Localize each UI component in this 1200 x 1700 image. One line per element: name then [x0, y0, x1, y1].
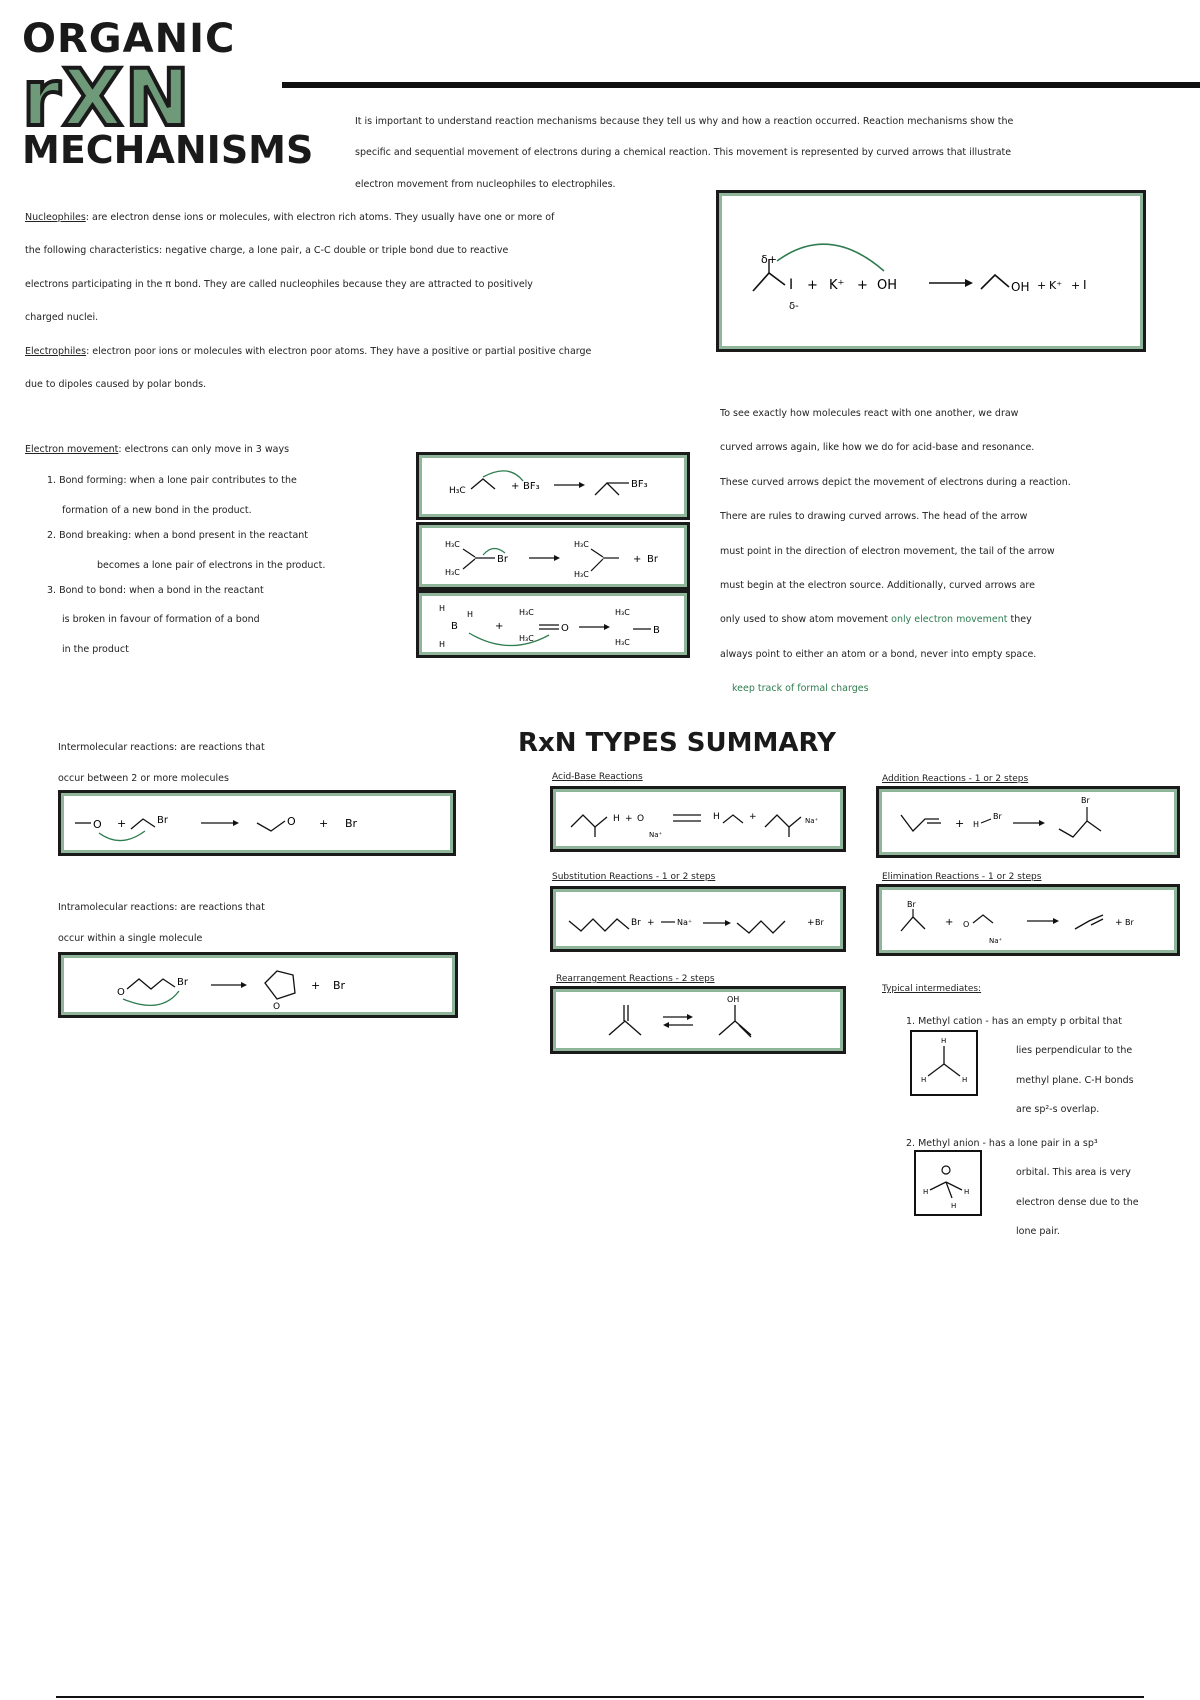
- svg-text:+: +: [945, 917, 954, 928]
- svg-text:Br: Br: [647, 554, 658, 565]
- svg-text:Br: Br: [333, 979, 346, 992]
- svg-text:H: H: [973, 820, 980, 829]
- header-rule: [282, 82, 1200, 88]
- svg-text:H₃C: H₃C: [615, 608, 630, 617]
- svg-text:Na⁺: Na⁺: [989, 937, 1003, 945]
- svg-text:+: +: [319, 817, 329, 830]
- intermolecular-box: [58, 790, 456, 856]
- svg-text:O: O: [963, 920, 970, 929]
- svg-text:H₃C: H₃C: [574, 570, 589, 579]
- svg-text:Na⁺: Na⁺: [805, 817, 819, 825]
- potassium-label: K⁺: [1049, 279, 1063, 292]
- movement-item-bond-forming: 1. Bond forming: when a lone pair contributes to the formation of a new bond in the product.: [47, 475, 297, 516]
- svg-text:+: +: [625, 814, 633, 824]
- svg-text:H: H: [439, 604, 446, 613]
- curved-arrow: [777, 244, 884, 271]
- svg-text:H: H: [923, 1188, 929, 1196]
- movement-item-bond-breaking: 2. Bond breaking: when a bond present in the reactant becomes a lone pair of electrons in the product.: [47, 530, 326, 571]
- svg-text:+: +: [311, 979, 321, 992]
- summary-title: RxN TYPES SUMMARY: [518, 728, 836, 758]
- svg-text:+: +: [807, 918, 815, 928]
- potassium-label: K⁺: [829, 278, 845, 293]
- svg-text:H₃C: H₃C: [445, 568, 460, 577]
- svg-text:H₃C: H₃C: [449, 486, 466, 496]
- svg-text:H: H: [921, 1076, 927, 1084]
- svg-text:Br: Br: [815, 918, 824, 927]
- svg-text:H: H: [713, 812, 720, 822]
- acid-base-box: [550, 786, 846, 852]
- bond-forming-box: [416, 452, 690, 520]
- carbocation-text: 1. Methyl cation - has an empty p orbital that lies perpendicular to the methyl plane. C-H bonds are sp²-s overlap.: [906, 1016, 1134, 1116]
- svg-text:H₃C: H₃C: [615, 638, 630, 647]
- svg-text:O: O: [561, 623, 569, 634]
- svg-text:O: O: [287, 815, 296, 828]
- substitution-heading: Substitution Reactions - 1 or 2 steps: [552, 872, 716, 882]
- carbocation-structure: [910, 1030, 978, 1096]
- svg-text:Br: Br: [345, 817, 358, 830]
- plus-sign: +: [1037, 279, 1047, 292]
- svg-text:+: +: [647, 918, 655, 928]
- intramolecular-box: [58, 952, 458, 1018]
- addition-heading: Addition Reactions - 1 or 2 steps: [882, 774, 1029, 784]
- svg-text:Br: Br: [907, 900, 916, 909]
- svg-text:B: B: [451, 621, 458, 632]
- electron-movement-list: Electron movement: electrons can only move in 3 ways 1. Bond forming: when a lone pair contributes to the formation of a new bond in the product. 2. Bond breaking: when a bond present in the reactant becomes a lone pair of electrons in the product. 3. Bond to bond: when a bond in the reactant is broken in favour of formation of a bond in the product: [25, 444, 415, 655]
- svg-text:H₃C: H₃C: [574, 540, 589, 549]
- svg-text:O: O: [93, 818, 102, 831]
- rearrangement-heading: Rearrangement Reactions - 2 steps: [556, 974, 715, 984]
- svg-text:OH: OH: [727, 995, 740, 1004]
- svg-text:H₃C: H₃C: [445, 540, 460, 549]
- acid-base-heading: Acid-Base Reactions: [552, 772, 643, 782]
- nucleophiles-definition: Nucleophiles: are electron dense ions or molecules, with electron rich atoms. They usually have one or more of the following characteristics: negative charge, a lone pair, a C-C double or triple bond due to reactive electrons participating in the π bond. They are called nucleophiles because they are attracted to positively charged nuclei.: [25, 212, 555, 324]
- plus-sign: +: [857, 278, 868, 293]
- product-oh-label: OH: [1011, 280, 1030, 294]
- delta-minus-label: δ-: [789, 301, 799, 312]
- intro-paragraph: It is important to understand reaction mechanisms because they tell us why and how a reaction occurred. Reaction mechanisms show the specific and sequential movement of electrons during a chemical reaction. This movement is represented by curved arrows that illustrate electron movement from nucleophiles to electrophiles.: [355, 116, 1014, 190]
- title-rxn: rXN: [22, 54, 192, 144]
- intermediates-title: Typical intermediates:: [882, 984, 982, 994]
- sn2-example-box: [716, 190, 1146, 352]
- svg-text:H₃C: H₃C: [519, 634, 534, 643]
- svg-text:BF₃: BF₃: [631, 479, 648, 490]
- rearrangement-box: [550, 986, 846, 1054]
- svg-text:BF₃: BF₃: [523, 481, 540, 492]
- svg-text:O: O: [273, 1002, 281, 1012]
- substitution-box: [550, 886, 846, 952]
- title-organic: ORGANIC: [22, 16, 236, 62]
- sn2-scheme: [719, 193, 1143, 349]
- svg-text:H: H: [951, 1202, 957, 1210]
- curved-arrows-note: To see exactly how molecules react with one another, we draw curved arrows again, like how we do for acid-base and resonance. These curved arrows depict the movement of electrons during a reaction. There are rules to drawing curved arrows. The head of the arrow must point in the direction of electron movement, the tail of the arrow must begin at the electron source. Additionally, curved arrows are only used to show atom movement only electron movement they always point to either an atom or a bond, never into empty space. keep track of formal charges: [720, 408, 1071, 695]
- plus-sign: +: [1071, 279, 1081, 292]
- svg-text:H: H: [439, 640, 446, 649]
- movement-item-bond-to-bond: 3. Bond to bond: when a bond in the reactant is broken in favour of formation of a bond in the product: [47, 584, 264, 655]
- iodide-label: I: [789, 277, 794, 293]
- svg-text:H: H: [964, 1188, 970, 1196]
- svg-text:Br: Br: [177, 977, 188, 988]
- svg-text:H: H: [467, 610, 474, 619]
- svg-text:Na⁺: Na⁺: [649, 831, 663, 839]
- footer-rule: [56, 1696, 1144, 1698]
- intramolecular-definition: Intramolecular reactions: are reactions that occur within a single molecule: [58, 902, 265, 945]
- svg-text:Br: Br: [1125, 918, 1134, 927]
- intermolecular-definition: Intermolecular reactions: are reactions that occur between 2 or more molecules: [58, 742, 265, 785]
- svg-text:O: O: [117, 987, 125, 998]
- svg-text:Br: Br: [157, 815, 168, 826]
- svg-text:+: +: [633, 554, 642, 565]
- svg-text:Br: Br: [631, 918, 641, 928]
- svg-text:H: H: [962, 1076, 968, 1084]
- svg-text:Br: Br: [1081, 796, 1090, 805]
- svg-text:Br: Br: [497, 554, 508, 565]
- svg-text:H: H: [613, 814, 620, 824]
- svg-text:+: +: [955, 817, 965, 830]
- iodide-product-label: I: [1083, 278, 1087, 292]
- carbanion-structure: [914, 1150, 982, 1216]
- svg-text:B: B: [653, 625, 660, 636]
- svg-text:+: +: [749, 812, 757, 822]
- hydroxide-label: OH: [877, 278, 898, 293]
- bond-breaking-box: [416, 522, 690, 590]
- elimination-heading: Elimination Reactions - 1 or 2 steps: [882, 872, 1042, 882]
- delta-plus-label: δ+: [761, 253, 777, 266]
- svg-text:Br: Br: [993, 812, 1002, 821]
- svg-text:O: O: [637, 814, 645, 824]
- title-mechanisms: MECHANISMS: [22, 128, 314, 172]
- plus-sign: +: [807, 278, 818, 293]
- bond-to-bond-box: [416, 590, 690, 658]
- svg-text:+: +: [511, 481, 520, 492]
- svg-text:+: +: [117, 817, 127, 830]
- svg-text:H₃C: H₃C: [519, 608, 534, 617]
- svg-text:+: +: [495, 621, 504, 632]
- svg-text:H: H: [941, 1037, 947, 1045]
- elimination-box: [876, 884, 1180, 956]
- addition-box: [876, 786, 1180, 858]
- svg-text:Na⁺: Na⁺: [677, 918, 693, 927]
- svg-text:+: +: [1115, 918, 1123, 928]
- electrophiles-definition: Electrophiles: electron poor ions or molecules with electron poor atoms. They have a positive or partial positive charge due to dipoles caused by polar bonds.: [25, 346, 592, 391]
- carbanion-text: 2. Methyl anion - has a lone pair in a sp³ orbital. This area is very electron dense due to the lone pair.: [906, 1138, 1139, 1238]
